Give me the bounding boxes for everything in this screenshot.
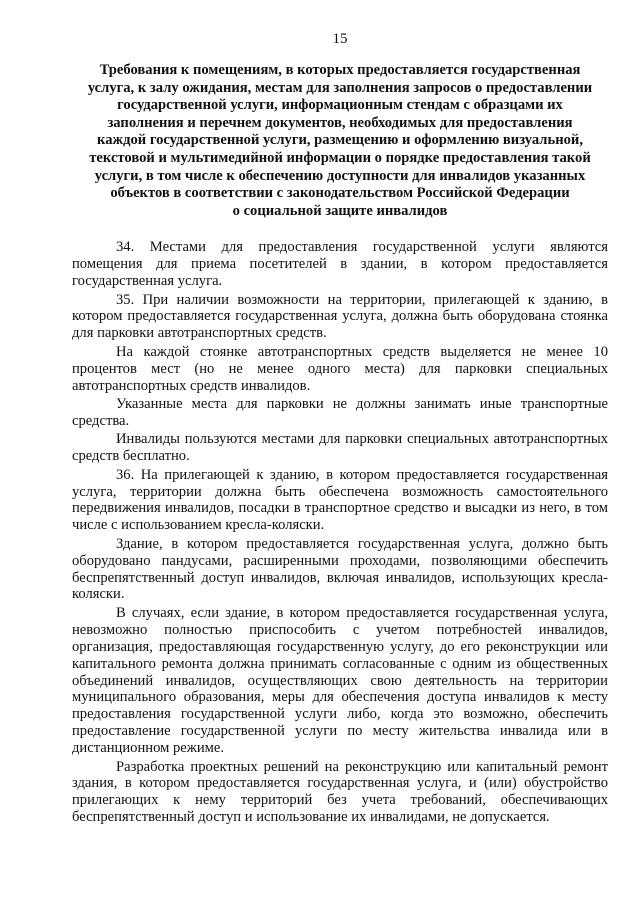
paragraph-design-solutions: Разработка проектных решений на реконструкцию или капитальный ремонт здания, в котором предоставляется государственная услуга, и (или) обустройство прилегающих к нему территорий без учета требований, обеспечивающих беспрепятственный доступ и использование их инвалидами, не допускается.	[72, 758, 608, 826]
paragraph-parking-quota: На каждой стоянке автотранспортных средств выделяется не менее 10 процентов мест (но не менее одного места) для парковки специальных автотранспортных средств инвалидов.	[72, 343, 608, 394]
page-number: 15	[332, 31, 348, 47]
paragraph-building-equipment: Здание, в котором предоставляется государственная услуга, должно быть оборудовано пандусами, расширенными проходами, позволяющими обеспечить беспрепятственный доступ инвалидов, включая инвалидов, использующих кресла-коляски.	[72, 535, 608, 603]
section-heading	[72, 62, 608, 220]
paragraph-parking-restriction: Указанные места для парковки не должны занимать иные транспортные средства.	[72, 396, 608, 429]
heading-line: услуги, в том числе к обеспечению доступности для инвалидов указанных	[94, 167, 586, 184]
paragraph-parking-free: Инвалиды пользуются местами для парковки специальных автотранспортных средств бесплатно.	[72, 431, 608, 465]
body-text	[72, 239, 608, 826]
paragraph-35: 35. При наличии возможности на территории, прилегающей к зданию, в котором предоставляется государственная услуга, должна быть оборудована стоянка для парковки автотранспортных средств.	[72, 291, 608, 342]
heading-line: заполнения и перечнем документов, необходимых для предоставления	[107, 114, 573, 131]
heading-line: каждой государственной услуги, размещению и оформлению визуальной,	[97, 132, 583, 149]
heading-line: о социальной защите инвалидов	[232, 202, 448, 219]
paragraph-adaptation: В случаях, если здание, в котором предоставляется государственная услуга, невозможно полностью приспособить с учетом потребностей инвалидов, организация, предоставляющая государственную услугу, до его реконструкции или капитального ремонта должна принимать согласованные с одним из общественных объединений инвалидов, осуществляющих свою деятельность на территории муниципального образования, меры для обеспечения доступа инвалидов к месту предоставления государственной услуги либо, когда это возможно, обеспечить предоставление государственной услуги по месту жительства инвалида или в дистанционном режиме.	[72, 604, 608, 757]
document-page	[72, 30, 608, 828]
heading-line: услуга, к залу ожидания, местам для заполнения запросов о предоставлении	[87, 79, 593, 96]
heading-line: государственной услуги, информационным стендам с образцами их	[117, 97, 563, 114]
heading-line: Требования к помещениям, в которых предоставляется государственная	[99, 62, 581, 78]
paragraph-36: 36. На прилегающей к зданию, в котором предоставляется государственная услуга, территории должна быть обеспечена возможность самостоятельного передвижения инвалидов, посадки в транспортное средство и высадки из него, в том числе с использованием кресла-коляски.	[72, 466, 608, 534]
heading-line: объектов в соответствии с законодательством Российской Федерации	[110, 185, 570, 202]
paragraph-34: 34. Местами для предоставления государственной услуги являются помещения для приема посетителей в здании, в котором предоставляется государственная услуга.	[72, 239, 608, 290]
heading-line: текстовой и мультимедийной информации о порядке предоставления такой	[89, 149, 591, 166]
